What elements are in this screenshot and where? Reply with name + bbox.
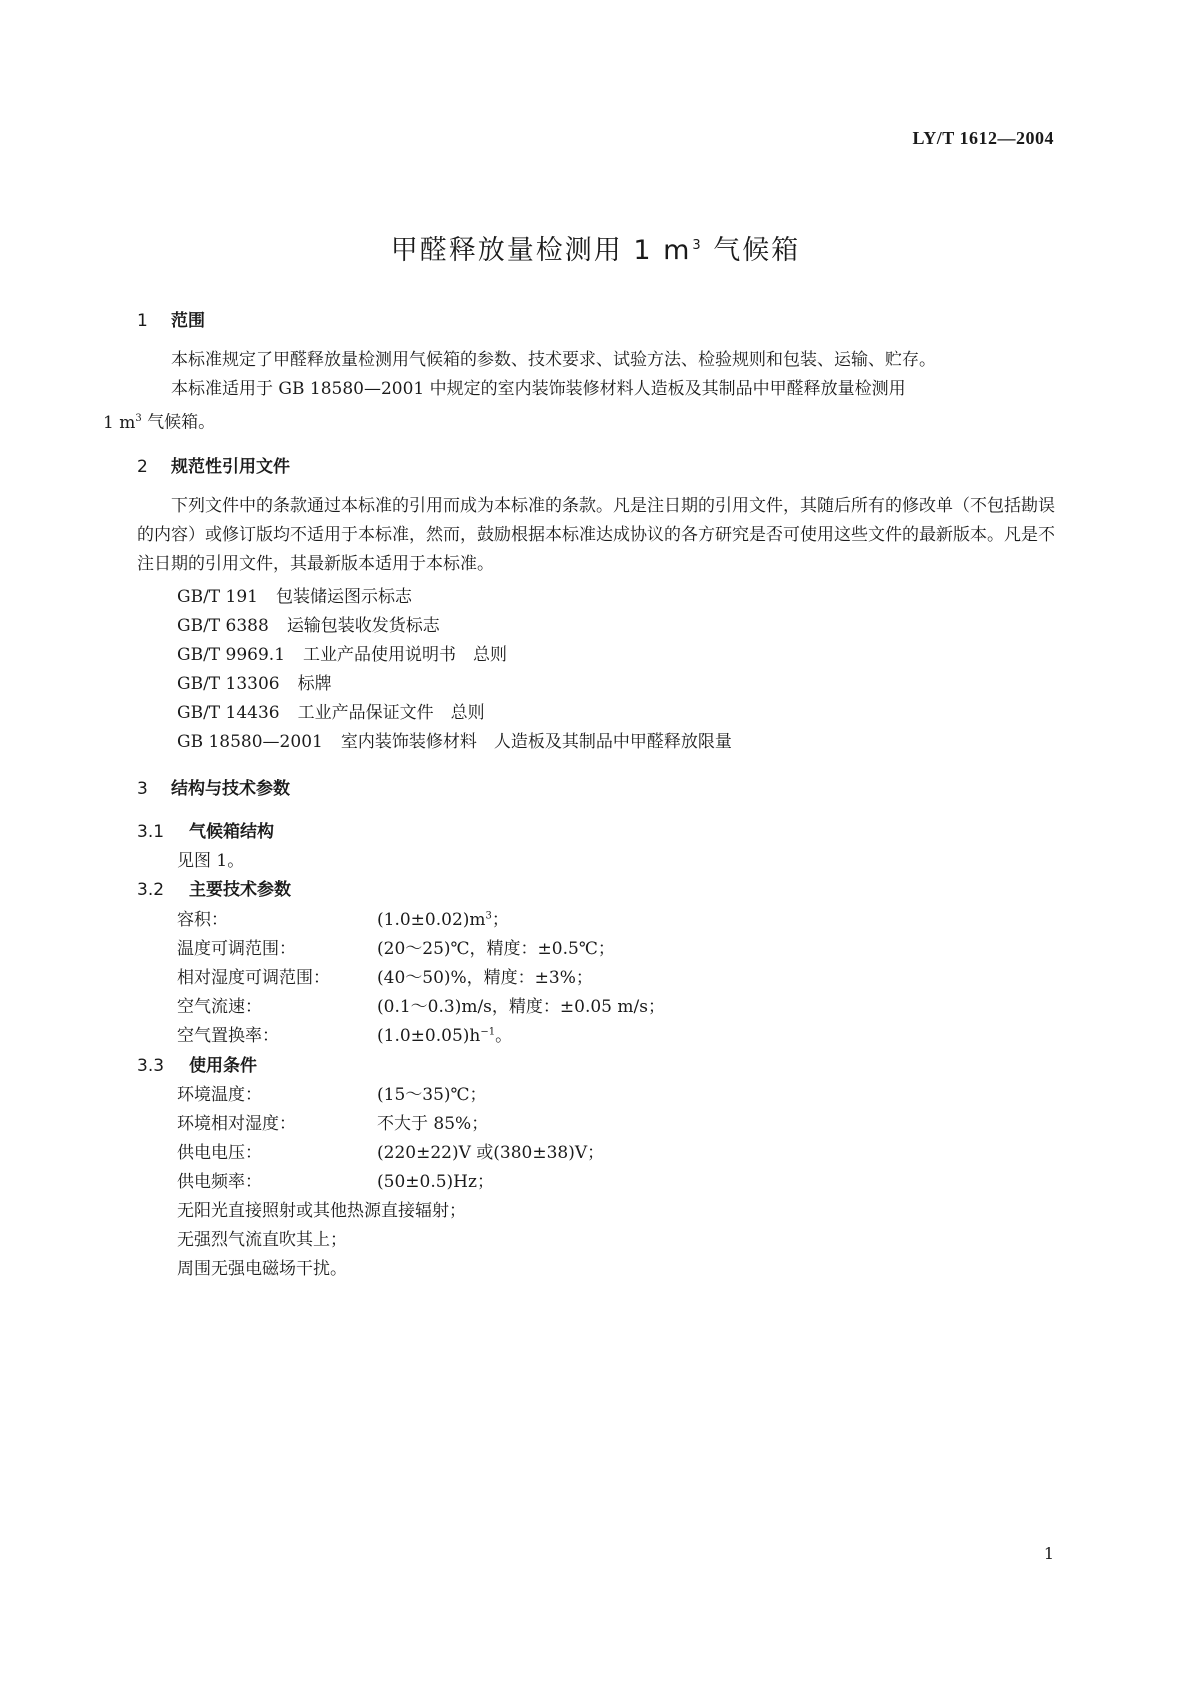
paragraph-text: 1 m: [103, 412, 136, 433]
parameter-value: [377, 905, 509, 930]
section-number: 3.3: [137, 1056, 165, 1076]
reference-code: GB 18580—2001: [177, 732, 323, 752]
value-tail: ；: [491, 910, 509, 930]
section-number: 3.2: [137, 880, 165, 900]
section-1-paragraph-1: 本标准规定了甲醛释放量检测用气候箱的参数、技术要求、试验方法、检验规则和包装、运输、贮存。: [171, 350, 936, 370]
reference-item: [177, 640, 507, 665]
section-number: 3: [137, 779, 148, 799]
title-sup: 3: [692, 238, 703, 253]
page-number: 1: [1043, 1544, 1054, 1563]
reference-title: 室内装饰装修材料 人造板及其制品中甲醛释放限量: [340, 732, 732, 752]
reference-code: GB/T 6388: [177, 616, 269, 636]
reference-title: 工业产品保证文件 总则: [297, 703, 485, 723]
section-title: 范围: [171, 311, 205, 331]
section-number: 2: [137, 457, 148, 477]
value-text: (1.0±0.05)h: [377, 1026, 481, 1046]
reference-item: [177, 698, 485, 723]
condition-value: (220±22)V 或(380±38)V；: [377, 1143, 605, 1163]
standard-code: LY/T 1612—2004: [912, 128, 1054, 148]
condition-label: 环境相对湿度：: [177, 1114, 296, 1134]
condition-note: 无阳光直接照射或其他热源直接辐射；: [177, 1201, 466, 1221]
reference-title: 标牌: [297, 674, 332, 694]
section-1-paragraph-2: [103, 375, 1055, 438]
parameter-value: (0.1～0.3)m/s，精度：±0.05 m/s；: [377, 997, 665, 1017]
section-2-heading: [137, 452, 290, 477]
value-text: (1.0±0.02)m: [377, 910, 486, 930]
title-main: 甲醛释放量检测用 1 m: [390, 235, 692, 266]
parameter-value: [377, 1021, 512, 1046]
condition-note: 无强烈气流直吹其上；: [177, 1230, 347, 1250]
reference-code: GB/T 9969.1: [177, 645, 286, 665]
section-3-3-heading: [137, 1051, 257, 1076]
condition-label: 供电频率：: [177, 1172, 262, 1192]
document-title: [0, 228, 1191, 267]
parameter-label: 容积：: [177, 910, 228, 930]
reference-code: GB/T 14436: [177, 703, 280, 723]
section-title: 规范性引用文件: [171, 457, 290, 477]
reference-title: 运输包装收发货标志: [286, 616, 440, 636]
section-number: 3.1: [137, 822, 165, 842]
reference-title: 工业产品使用说明书 总则: [303, 645, 508, 665]
condition-label: 环境温度：: [177, 1085, 262, 1105]
superscript: −1: [480, 1026, 496, 1038]
reference-title: 包装储运图示标志: [276, 587, 412, 607]
section-3-1-text: 见图 1。: [177, 851, 245, 871]
parameter-label: 温度可调范围：: [177, 939, 296, 959]
condition-value: (15～35)℃；: [377, 1085, 487, 1105]
section-1-heading: [137, 306, 205, 331]
superscript: 3: [485, 910, 492, 922]
condition-label: 供电电压：: [177, 1143, 262, 1163]
reference-item: [177, 727, 732, 752]
reference-code: GB/T 13306: [177, 674, 280, 694]
condition-value: 不大于 85%；: [377, 1114, 489, 1134]
value-tail: 。: [495, 1026, 513, 1046]
condition-value: (50±0.5)Hz；: [377, 1172, 494, 1192]
parameter-label: 空气置换率：: [177, 1026, 279, 1046]
section-3-1-heading: [137, 817, 274, 842]
condition-note: 周围无强电磁场干扰。: [177, 1259, 347, 1279]
parameter-value: (40～50)%，精度：±3%；: [377, 968, 593, 988]
reference-item: [177, 611, 440, 636]
reference-code: GB/T 191: [177, 587, 258, 607]
reference-item: [177, 582, 412, 607]
section-2-paragraph: 下列文件中的条款通过本标准的引用而成为本标准的条款。凡是注日期的引用文件，其随后所有的修改单（不包括勘误的内容）或修订版均不适用于本标准，然而，鼓励根据本标准达成协议的各方研究是否可使用这些文件的最新版本。凡是不注日期的引用文件，其最新版本适用于本标准。: [137, 496, 1055, 574]
parameter-label: 相对湿度可调范围：: [177, 968, 330, 988]
paragraph-text: 气候箱。: [141, 412, 216, 433]
section-3-heading: [137, 774, 290, 799]
section-title: 结构与技术参数: [171, 779, 290, 799]
parameter-label: 空气流速：: [177, 997, 262, 1017]
superscript: 3: [135, 413, 142, 424]
paragraph-text: 本标准适用于 GB 18580—2001 中规定的室内装饰装修材料人造板及其制品中甲醛释放量检测用: [171, 379, 906, 399]
section-number: 1: [137, 311, 148, 331]
title-tail: 气候箱: [702, 235, 801, 266]
parameter-value: (20～25)℃，精度：±0.5℃；: [377, 939, 615, 959]
reference-item: [177, 669, 332, 694]
section-title: 使用条件: [189, 1056, 257, 1076]
section-3-2-heading: [137, 875, 291, 900]
section-title: 气候箱结构: [189, 822, 274, 842]
section-title: 主要技术参数: [189, 880, 291, 900]
